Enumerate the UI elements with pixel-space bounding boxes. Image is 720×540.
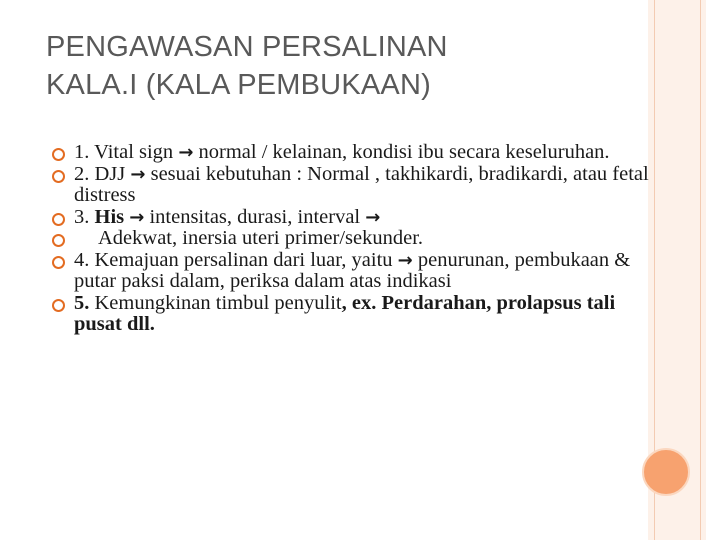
list-item [50,250,650,293]
right-arrow-icon: → [129,206,145,228]
ring-bullet-icon [52,170,65,183]
ring-bullet-icon [52,299,65,312]
right-arrow-icon: → [178,142,194,163]
bullet-list [50,142,650,336]
item-bold-text: His [94,205,130,228]
orange-circle-decoration [642,448,690,496]
item-text: Adekwat, inersia uteri primer/sekunder. [98,227,424,249]
ring-bullet-icon [52,148,65,161]
right-arrow-icon: → [397,249,413,271]
list-item [50,142,650,164]
item-text: 2. DJJ [74,162,131,185]
slide-title [46,28,626,104]
decorative-side-strip [648,0,706,540]
item-text: 3. [74,205,95,228]
item-bold-text: 5. [74,291,90,314]
ring-bullet-icon [52,213,65,226]
item-text: 4. Kemajuan persalinan dari luar, yaitu [74,248,398,271]
right-arrow-icon: → [365,206,381,228]
ring-bullet-icon [52,256,65,269]
item-text: penurunan, pembukaan & putar paksi dalam, periksa dalam atas indikasi [74,248,631,292]
title-line-1: PENGAWASAN PERSALINAN [46,31,448,63]
item-text: 1. Vital sign [74,141,179,163]
item-text: sesuai kebutuhan : Normal , takhikardi, bradikardi, atau fetal distress [74,162,649,206]
item-bold-text: , ex. Perdarahan, prolapsus tali pusat dll. [74,291,616,335]
item-text: normal / kelainan, kondisi ibu secara keseluruhan. [193,141,610,163]
list-item [50,293,650,336]
list-item [50,164,650,207]
list-item [50,228,650,250]
ring-bullet-icon [52,234,65,247]
list-item [50,207,650,229]
right-arrow-icon: → [130,163,146,185]
item-text: intensitas, durasi, interval [144,205,366,228]
title-line-2: KALA.I (KALA PEMBUKAAN) [46,69,431,101]
item-text: Kemungkinan timbul penyulit [89,291,342,314]
strip-border-right [700,0,701,540]
